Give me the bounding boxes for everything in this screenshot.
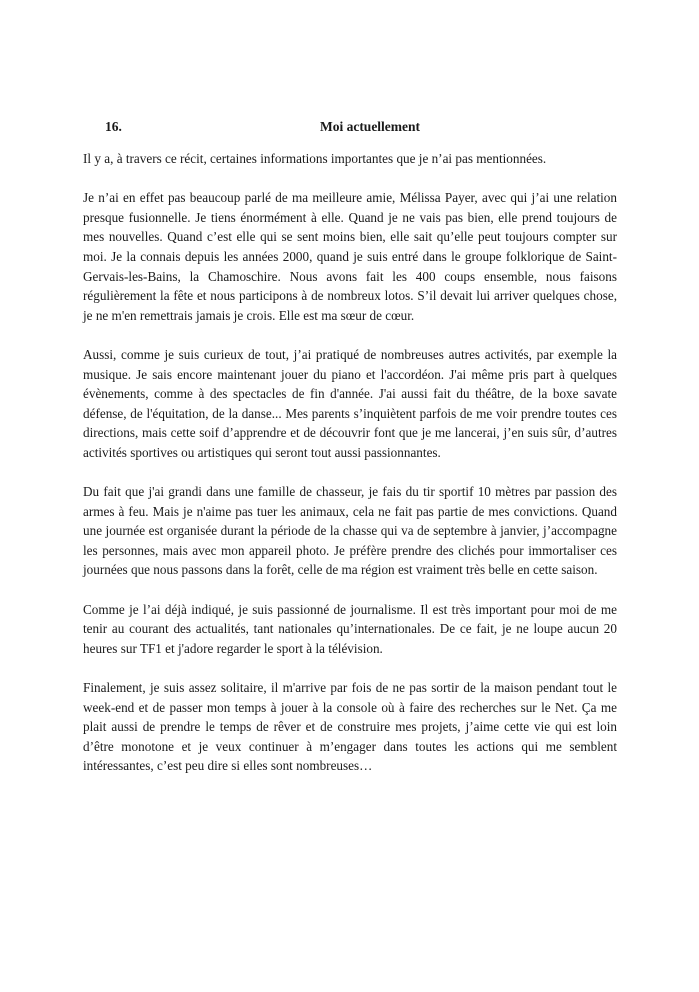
paragraph-activities: Aussi, comme je suis curieux de tout, j’ai pratiqué de nombreuses autres activités, par exemple la musique. Je sais encore maintenant jouer du piano et l'accordéon. J'ai même pris part à quelques évènements, comme à des spectacles de fin d'année. J'ai aussi fait du théâtre, de la boxe savate défense, de l'équitation, de la danse... Mes parents s’inquiètent parfois de me voir prendre toutes ces directions, mais cette soif d’apprendre et de découvrir font que je me lancerai, j’en suis sûr, d’autres activités sportives ou artistiques qui seront tout aussi passionnantes. — [83, 346, 617, 460]
paragraph-shooting-hunting: Du fait que j'ai grandi dans une famille de chasseur, je fais du tir sportif 10 mètres par passion des armes à feu. Mais je n'aime pas tuer les animaux, cela ne fait pas partie de mes convictions. Quand une journée est organisée durant la période de la chasse qui va de septembre à janvier, j’accompagne les personnes, mais avec mon appareil photo. Je préfère prendre des clichés pour immortaliser ces journées que nous passons dans la forêt, celle de ma région est vraiment très belle en cette saison. — [83, 484, 617, 578]
paragraph-intro: Il y a, à travers ce récit, certaines informations importantes que je n’ai pas mentionnées. — [83, 151, 547, 166]
paragraph-conclusion: Finalement, je suis assez solitaire, il m'arrive par fois de ne pas sortir de la maison pendant tout le week-end et de passer mon temps à jouer à la console où à faire des recherches sur le Net. Ça me plait aussi de prendre le temps de rêver et de construire mes projets, j’aime cette vie qui est loin d’être monotone et je veux continuer à m’engager dans toutes les actions qui me semblent intéressantes, c’est peu dire si elles sont nombreuses… — [83, 680, 617, 774]
section-number: 16. — [105, 119, 122, 134]
document-page — [83, 117, 617, 776]
paragraph-best-friend: Je n’ai en effet pas beaucoup parlé de ma meilleure amie, Mélissa Payer, avec qui j’ai une relation presque fusionnelle. Je tiens énormément à elle. Quand je ne vais pas bien, elle prend toujours de mes nouvelles. Quand c’est elle qui se sent moins bien, elle sait qu’elle peut toujours compter sur moi. Je la connais depuis les années 2000, quand je suis entré dans le groupe folklorique de Saint-Gervais-les-Bains, la Chamoschire. Nous avons fait les 400 coups ensemble, nous faisons régulièrement la fête et nous participons à de nombreux lotos. S’il devait lui arriver quelques chose, je ne m'en remettrais jamais je crois. Elle est ma sœur de cœur. — [83, 190, 617, 323]
section-title: Moi actuellement — [319, 119, 421, 134]
section-heading — [83, 117, 617, 137]
paragraph-journalism: Comme je l’ai déjà indiqué, je suis passionné de journalisme. Il est très important pour moi de me tenir au courant des actualités, tant nationales qu’internationales. De ce fait, je ne loupe aucun 20 heures sur TF1 et j'adore regarder le sport à la télévision. — [83, 601, 617, 656]
